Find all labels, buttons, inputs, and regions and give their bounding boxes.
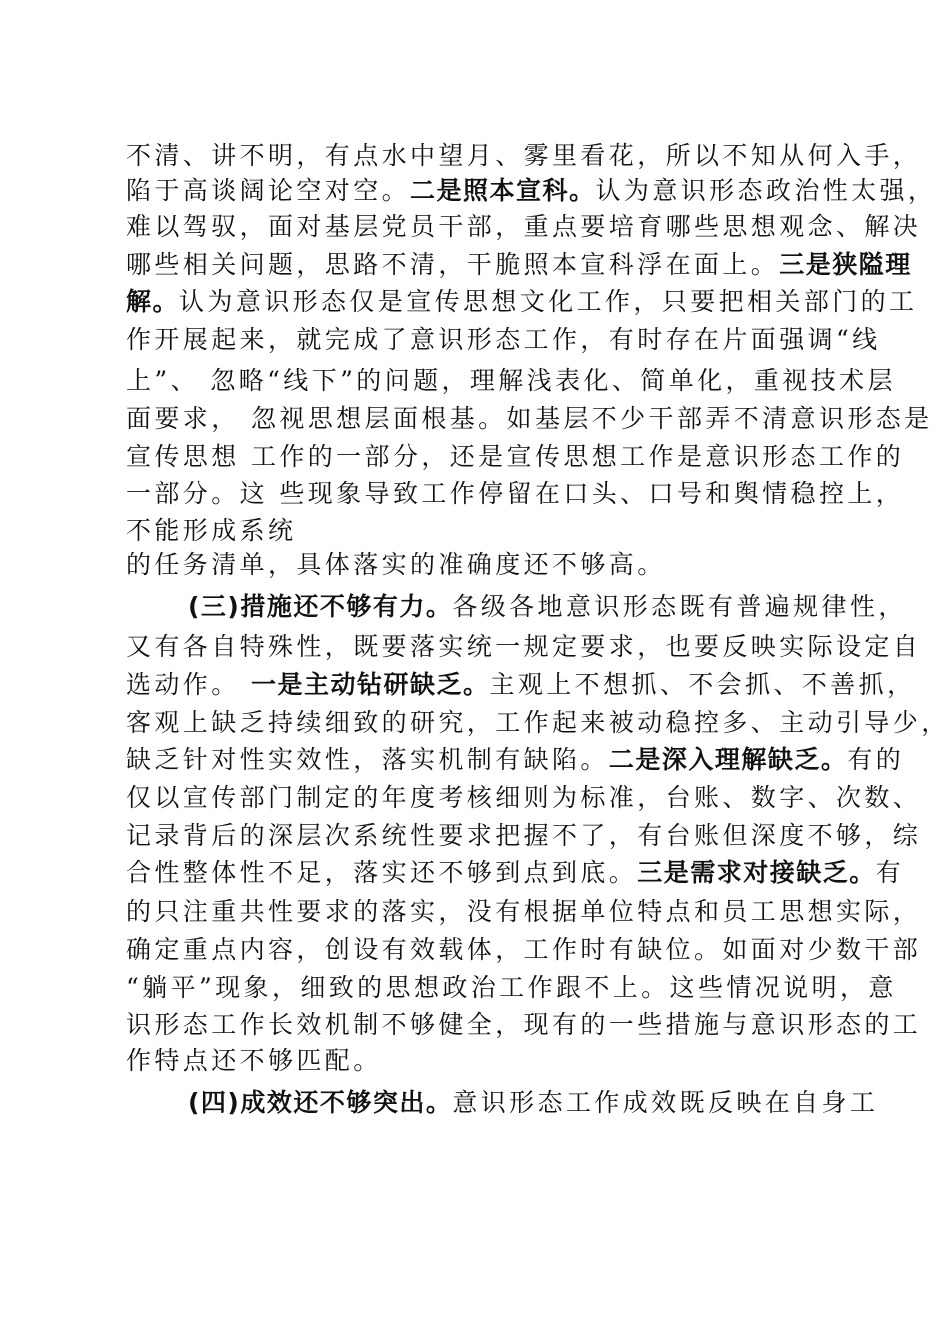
text-line: 作特点还不够匹配。	[126, 1046, 382, 1075]
text-line: 不能形成系统	[126, 516, 297, 545]
text-line: 合性整体性不足，落实还不够到点到底。三是需求对接缺乏。有	[126, 858, 905, 887]
text-line: 宣传思想 工作的一部分，还是宣传思想工作是意识形态工作的	[126, 442, 905, 471]
bold-phrase: 三是需求对接缺乏。	[637, 858, 876, 887]
bold-phrase: (四)成效还不够突出。	[188, 1088, 453, 1117]
text-line: 的只注重共性要求的落实，没有根据单位特点和员工思想实际，	[126, 897, 922, 926]
text-line: 作开展起来，就完成了意识形态工作，有时存在片面强调“线	[126, 325, 881, 354]
text-line: 不清、讲不明，有点水中望月、雾里看花，所以不知从何入手，	[126, 141, 922, 170]
bold-phrase: 三是狭隘理	[779, 250, 912, 279]
text-line: “躺平”现象，细致的思想政治工作跟不上。这些情况说明，意	[126, 973, 897, 1002]
text-line: 哪些相关问题，思路不清，干脆照本宣科浮在面上。三是狭隘理	[126, 250, 912, 279]
bold-phrase: (三)措施还不够有力。	[188, 592, 453, 621]
text-line: 上”、 忽略“线下”的问题，理解浅表化、简单化，重视技术层	[126, 366, 896, 395]
bold-phrase: 二是深入理解缺乏。	[608, 745, 848, 774]
text-line: 解。认为意识形态仅是宣传思想文化工作，只要把相关部门的工	[126, 287, 918, 316]
text-line: 识形态工作长效机制不够健全，现有的一些措施与意识形态的工	[126, 1010, 922, 1039]
section-heading-line: (三)措施还不够有力。各级各地意识形态既有普遍规律性，	[188, 592, 907, 621]
text-line: 确定重点内容，创设有效载体，工作时有缺位。如面对少数干部	[126, 935, 922, 964]
section-heading-line: (四)成效还不够突出。意识形态工作成效既反映在自身工	[188, 1088, 879, 1117]
text-line: 缺乏针对性实效性，落实机制有缺陷。二是深入理解缺乏。有的	[126, 745, 905, 774]
text-line: 客观上缺乏持续细致的研究，工作起来被动稳控多、主动引导少，	[126, 708, 950, 737]
text-line: 又有各自特殊性，既要落实统一规定要求，也要反映实际设定自	[126, 632, 922, 661]
bold-phrase: 一是主动钻研缺乏。	[250, 670, 490, 699]
text-line: 的任务清单，具体落实的准确度还不够高。	[126, 550, 666, 579]
text-line: 难以驾驭，面对基层党员干部，重点要培育哪些思想观念、解决	[126, 212, 922, 241]
text-line: 仅以宣传部门制定的年度考核细则为标准，台账、数字、次数、	[126, 783, 922, 812]
text-line: 陷于高谈阔论空对空。二是照本宣科。认为意识形态政治性太强，	[126, 176, 937, 205]
text-line: 面要求， 忽视思想层面根基。如基层不少干部弄不清意识形态是	[126, 404, 933, 433]
bold-phrase: 二是照本宣科。	[410, 176, 596, 205]
bold-phrase: 解。	[126, 287, 180, 316]
text-line: 记录背后的深层次系统性要求把握不了，有台账但深度不够，综	[126, 821, 922, 850]
text-line: 选动作。 一是主动钻研缺乏。主观上不想抓、不会抓、不善抓，	[126, 670, 916, 699]
text-line: 一部分。这 些现象导致工作停留在口头、口号和舆情稳控上，	[126, 479, 905, 508]
